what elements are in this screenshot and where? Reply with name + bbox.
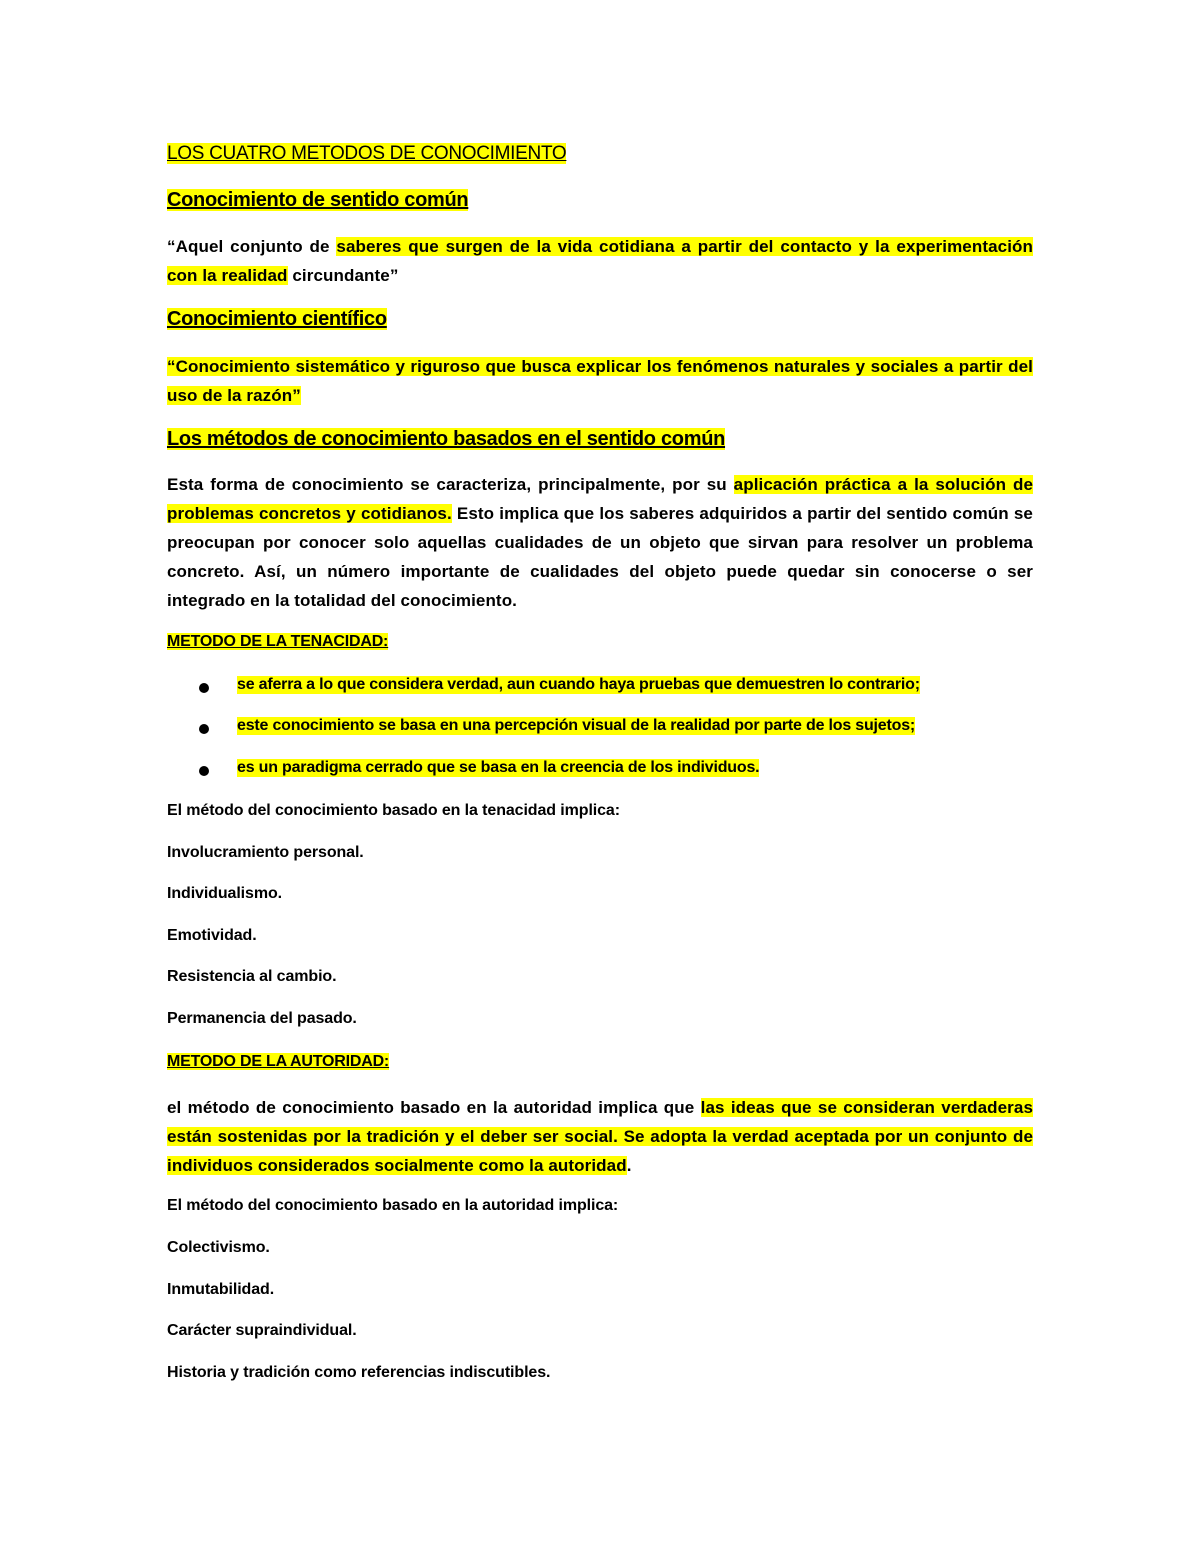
list-item: Emotividad. — [167, 927, 257, 944]
heading-metodos: Los métodos de conocimiento basados en el sentido común — [167, 428, 726, 450]
paragraph-autoridad: el método de conocimiento basado en la autoridad implica que las ideas que se consideran verdaderas están sostenidas por la tradición y el deber ser social. Se adopta la verdad aceptada por un conjunto de individuos considerados socialmente como la autoridad. — [167, 1098, 1033, 1175]
quote-cientifico: “Conocimiento sistemático y riguroso que busca explicar los fenómenos naturales y sociales a partir del uso de la razón” — [167, 357, 1033, 405]
list-item: Carácter supraindividual. — [167, 1322, 357, 1339]
list-item: Resistencia al cambio. — [167, 968, 337, 985]
list-item: Colectivismo. — [167, 1239, 270, 1256]
heading-autoridad: METODO DE LA AUTORIDAD: — [167, 1053, 390, 1070]
intro-autoridad: El método del conocimiento basado en la autoridad implica: — [167, 1197, 619, 1214]
quote-sentido-comun: “Aquel conjunto de saberes que surgen de la vida cotidiana a partir del contacto y la experimentación con la realidad circundante” — [167, 237, 1033, 285]
list-item: Inmutabilidad. — [167, 1281, 275, 1298]
list-item: Historia y tradición como referencias indiscutibles. — [167, 1364, 551, 1381]
paragraph-metodos: Esta forma de conocimiento se caracteriza, principalmente, por su aplicación práctica a la solución de problemas concretos y cotidianos. Esto implica que los saberes adquiridos a partir del sentido común se preocupan por conocer solo aquellas cualidades de un objeto que sirvan para resolver un problema concreto. Así, un número importante de cualidades del objeto puede quedar sin conocerse o ser integrado en la totalidad del conocimiento. — [167, 475, 1033, 610]
bullet-dot-icon — [199, 724, 209, 734]
bullet-dot-icon — [199, 683, 209, 693]
list-item: Permanencia del pasado. — [167, 1010, 357, 1027]
heading-sentido-comun: Conocimiento de sentido común — [167, 189, 469, 211]
heading-tenacidad: METODO DE LA TENACIDAD: — [167, 633, 389, 650]
list-item: Individualismo. — [167, 885, 282, 902]
intro-tenacidad: El método del conocimiento basado en la tenacidad implica: — [167, 802, 620, 819]
bullet-dot-icon — [199, 766, 209, 776]
heading-cientifico: Conocimiento científico — [167, 308, 387, 330]
list-item: Involucramiento personal. — [167, 844, 364, 861]
document-title: LOS CUATRO METODOS DE CONOCIMIENTO — [167, 143, 567, 164]
